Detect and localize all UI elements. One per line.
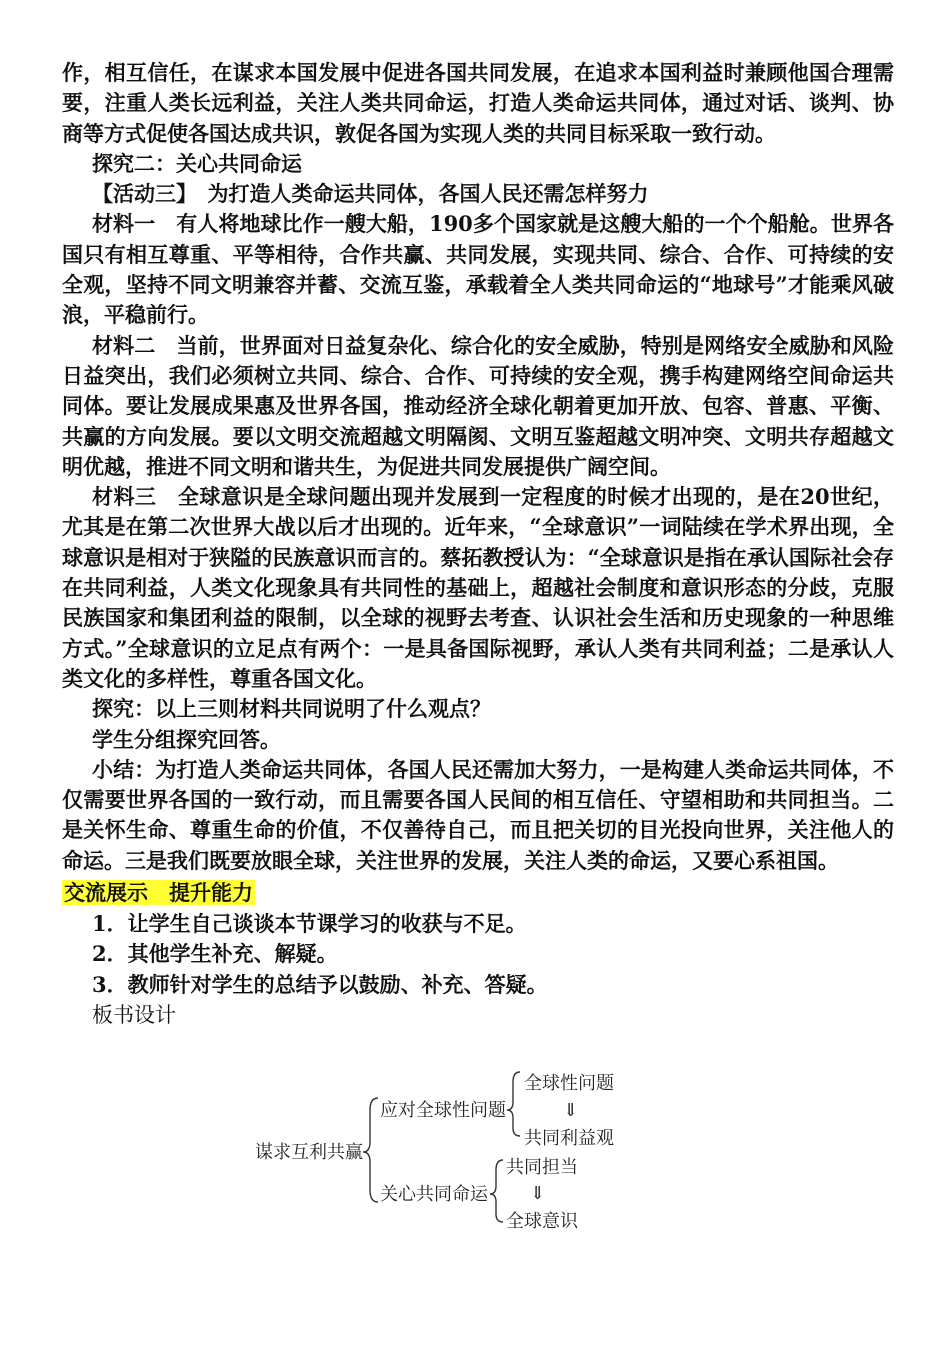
step-item: 2．其他学生补充、解疑。 — [92, 941, 338, 967]
branch2-brace — [490, 1160, 503, 1222]
board-branch2-bottom: 全球意识 — [506, 1211, 578, 1232]
step-item: 1．让学生自己谈谈本节课学习的收获与不足。 — [92, 911, 527, 937]
material-two: 材料二 当前，世界面对日益复杂化、综合化的安全威胁，特别是网络安全威胁和风险日益突出，我们必须树立共同、综合、合作、可持续的安全观，携手构建网络空间命运共同体。要让发展成果惠及世界各国，推动经济全球化朝着更加开放、包容、普惠、平衡、共赢的方向发展。要以文明交流超越文明隔阂、文明互鉴超越文明冲突、文明共存超越文明优越，推进不同文明和谐共生，为促进共同发展提供广阔空间。 — [62, 332, 894, 479]
board-design-title: 板书设计 — [92, 1002, 176, 1027]
root-brace — [363, 1098, 378, 1202]
student-discussion: 学生分组探究回答。 — [92, 726, 281, 752]
board-branch1: 应对全球性问题 — [380, 1100, 506, 1121]
inquiry-two-heading: 探究二：关心共同命运 — [92, 150, 302, 176]
summary: 小结：为打造人类命运共同体，各国人民还需加大努力，一是构建人类命运共同体，不仅需要世界各国的一致行动，而且需要各国人民间的相互信任、守望相助和共同担当。二是关怀生命、尊重生命的价值，不仅善待自己，而且把关切的目光投向世界，关注他人的命运。三是我们既要放眼全球，关注世界的发展，关注人类的命运，又要心系祖国。 — [62, 756, 894, 873]
board-branch1-top: 全球性问题 — [524, 1073, 614, 1094]
arrow-down-icon: ⇓ — [530, 1183, 546, 1204]
brace-lines — [0, 1060, 950, 1260]
section-heading: 交流展示 提升能力 — [64, 880, 253, 906]
board-branch1-bottom: 共同利益观 — [524, 1128, 614, 1149]
inquiry-question: 探究：以上三则材料共同说明了什么观点？ — [92, 696, 491, 722]
branch1-brace — [507, 1072, 520, 1136]
step-item: 3．教师针对学生的总结予以鼓励、补充、答疑。 — [92, 971, 548, 997]
lesson-body — [62, 58, 894, 1030]
arrow-down-icon: ⇓ — [563, 1100, 579, 1121]
material-one: 材料一 有人将地球比作一艘大船，190多个国家就是这艘大船的一个个船舱。世界各国只有相互尊重、平等相待，合作共赢、共同发展，实现共同、综合、合作、可持续的安全观，坚持不同文明兼容并蓄、交流互鉴，承载着全人类共同命运的“地球号”才能乘风破浪，平稳前行。 — [62, 211, 894, 328]
section-heading-row — [62, 876, 894, 909]
paragraph-continuation: 作，相互信任，在谋求本国发展中促进各国共同发展，在追求本国利益时兼顾他国合理需要，注重人类长远利益，关注人类共同命运，打造人类命运共同体，通过对话、谈判、协商等方式促使各国达成共识，敦促各国为实现人类的共同目标采取一致行动。 — [62, 60, 894, 146]
material-three: 材料三 全球意识是全球问题出现并发展到一定程度的时候才出现的，是在20世纪，尤其是在第二次世界大战以后才出现的。近年来，“全球意识”一词陆续在学术界出现，全球意识是相对于狭隘的民族意识而言的。蔡拓教授认为：“全球意识是指在承认国际社会存在共同利益，人类文化现象具有共同性的基础上，超越社会制度和意识形态的分歧，克服民族国家和集团利益的限制，以全球的视野去考查、认识社会生活和历史现象的一种思维方式。”全球意识的立足点有两个：一是具备国际视野，承认人类有共同利益；二是承认人类文化的多样性，尊重各国文化。 — [62, 484, 894, 691]
board-branch2-top: 共同担当 — [506, 1157, 578, 1178]
board-root: 谋求互利共赢 — [255, 1142, 363, 1163]
board-branch2: 关心共同命运 — [380, 1184, 488, 1205]
board-diagram — [0, 1060, 950, 1260]
activity-three-heading: 【活动三】 为打造人类命运共同体，各国人民还需怎样努力 — [92, 181, 649, 207]
